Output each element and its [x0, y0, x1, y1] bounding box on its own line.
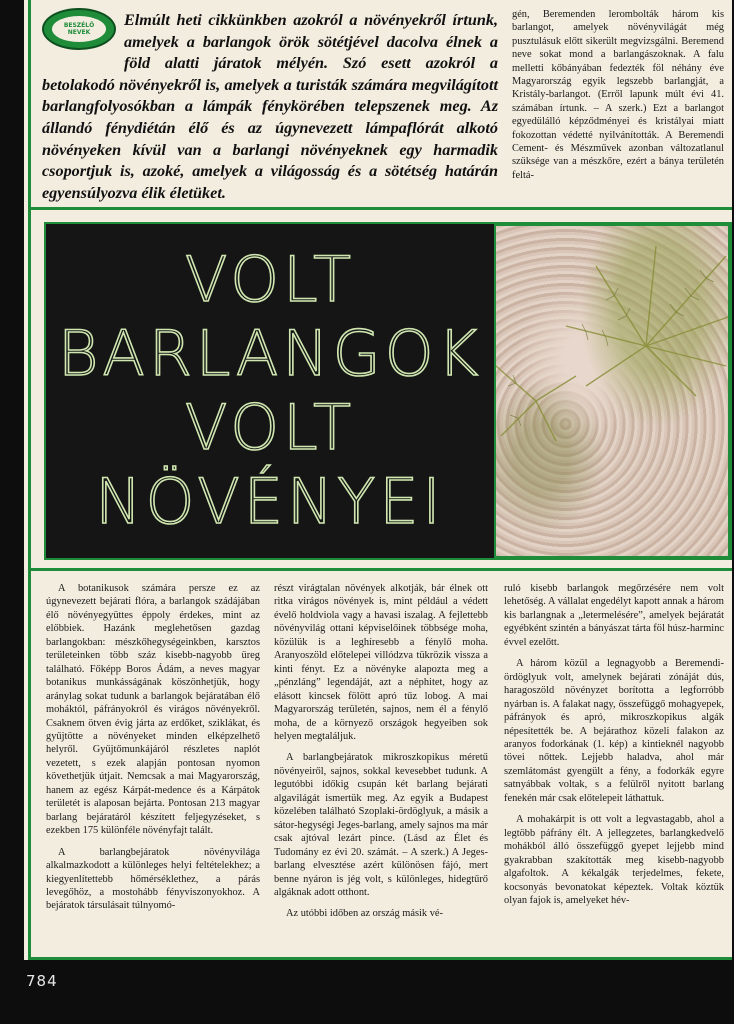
green-vertical-rule [28, 0, 31, 960]
top-right-column: gén, Beremenden lerombolták három kis barlangot, amelyek növényvilágát még pusztulásuk előtt sikerült megvizsgálni. Beremend neve sokat mond a barlangászoknak. A falu melletti kőbányában fedezték föl néhány éve Magyarország egyik legszebb barlangját, a Kristály-barlangot. (Erről lapunk múlt évi 41. számában írtunk. – A szerk.) Ezt a barlangot egyedülálló képződményei és kristályai miatt fokozottan védetté nyilvánították. A Beremendi Cement- és Mészművek azonban változatlanul szüksége van a mészkőre, ezért a bánya területén feltá- [512, 9, 724, 181]
page-number: 784 [26, 972, 58, 990]
title-line-1: VOLT [184, 243, 355, 316]
title-line-4: NÖVÉNYEI [95, 465, 445, 538]
title-line-2: BARLANGOK [57, 317, 483, 390]
title-line-3: VOLT [184, 391, 355, 464]
intro-text: Elmúlt heti cikkünkben azokról a növényekről írtunk, amelyek a barlangok örök sötétjével dacolva élnek a föld alatti járatok mélyén. Szó esett azokról a betolakodó növényekről is, amelyek a turisták számára megvilágított barlangfolyosókban a lámpák fénykörében telepszenek meg. Az állandó fénydiétán élő és az úgynevezett lámpaflórát alkotó növényeken kívül van a barlangi növényeknek egy harmadik csoportjuk is, azoké, amelyek a világosság és a sötétség határán egyensúlyozva élik életüket. [42, 11, 498, 202]
body-column-3 [504, 582, 724, 915]
fern-photo [496, 222, 732, 560]
section-logo-text: BESZÉLŐ NEVEK [52, 16, 106, 42]
green-middle-rule [28, 568, 732, 571]
green-top-rule [28, 207, 732, 210]
paragraph: A mohakárpit is ott volt a legvastagabb, ahol a legtöbb páfrány élt. A jellegzetes, barlangkedvelő mohákból álló összefüggő gyepet lejjebb mind gyakrabban szakították meg kisebb-nagyobb algafoltok. A kékalgák terjedelmes, fekete, kocsonyás bevonatokat képeztek. Voltak köztük olyan fajok is, amelyeket hév- [504, 814, 724, 906]
paragraph: részt virágtalan növények alkotják, bár élnek ott ritka virágos növények is, mint például a védett évelő holdviola vagy a havasi iszalag. A fejlettebb növényvilág ottani képviselőinek többsége moha, közülük is a leghíresebb a fénylő moha. Aranyoszöld előtelepei villódzva tükrözik vissza a kinti fényt. Ez a növényke alapozta meg a „pénzláng” legendáját, azt a néphitet, hogy az elásott kincsek fölött apró tűz lobog. A mai Magyarország területén, sajnos, nem él a fénylő moha, de a környező országok hegyeiben sok helyen megtaláljuk. [274, 583, 488, 742]
paragraph: ruló kisebb barlangok megőrzésére nem volt lehetőség. A vállalat engedélyt kapott annak a három kis barlangnak a „letermelésére”, amelyek bejáratát egyébként szintén a bányászat tárta föl húsz-harminc évvel ezelőtt. [504, 583, 724, 648]
paragraph: A botanikusok számára persze ez az úgynevezett bejárati flóra, a barlangok szádájában élő növényegyüttes éppoly érdekes, mint az előbbiek. Hazánk meglehetősen gazdag barlangokban: mészkőhegységeinkben, karsztos területeinken több száz kisebb-nagyobb üreg található. Főképp Boros Ádám, a neves magyar botanikus munkásságának köszönhetjük, hogy aránylag sokat tudunk a barlangok bejáratában élő moháktól, páfrányokról és virágos növényekről. Csaknem ötven évig járta az erdőket, sziklákat, és gyűjtötte a növényeket minden elképzelhető helyről. Gyűjtőmunkájáról részletes naplót vezetett, s ezek alapján pontosan nyomon követhetjük útjait. Nemcsak a mai Magyarország, hanem az egész Kárpát-medence és a Kárpátok területét is alaposan bejárta. Pontosan 213 magyar barlang bejáratáról készített feljegyzéseket, s ezekben 175 különféle növényfajt talált. [46, 583, 260, 837]
paragraph: A három közül a legnagyobb a Beremendi-ördöglyuk volt, amelynek bejárati zónáját dús, haragoszöld növényzet borította a legforróbb nyárban is. A falakat nagy, összefüggő mohagyepek, páfrányok és apró, mikroszkopikus algák népesítették be. A bejárathoz közeli falakon az aranyos fodorkának (1. kép) a kintieknél nagyobb tövei nőttek. Lejjebb haladva, ahol már szemlátomást gyengült a fény, a fodorkák egyre satnyábbak voltak, s a felülről nyitott barlang fenekén már csak előtelepeit láthattuk. [504, 658, 724, 804]
page-footer [0, 960, 734, 1024]
paragraph: A barlangbejáratok növényvilága alkalmazkodott a különleges helyi feltételekhez; a kiegyenlítettebb hőmérséklethez, a párás levegőhöz, a mostohább fényviszonyokhoz. A bejáratok társulásait túlnyomó- [46, 846, 260, 912]
paragraph: Az utóbbi időben az ország másik vé- [286, 908, 443, 920]
title-panel [44, 222, 496, 560]
fern-illustration [496, 226, 728, 560]
body-column-2 [274, 582, 488, 929]
body-column-1 [46, 582, 260, 921]
magazine-page [24, 0, 732, 1000]
section-logo [42, 8, 116, 50]
paragraph: A barlangbejáratok mikroszkopikus méretű növényeiről, sajnos, sokkal kevesebbet tudunk. A legutóbbi időkig csupán két barlang bejárati algavilágát ismertük meg. Az egyik a Budapest közelében található Szoplaki-ördöglyuk, a másik a sátor-hegységi Jeges-barlang, amely sajnos ma már csak ajtóval lezárt pince. (Lásd az Élet és Tudomány ez évi 20. számát. – A szerk.) A Jeges-barlang elvesztése azért különösen fájó, mert benne nyáron is jég volt, s különleges, hidegtűrő algáknak adott otthont. [274, 752, 488, 898]
